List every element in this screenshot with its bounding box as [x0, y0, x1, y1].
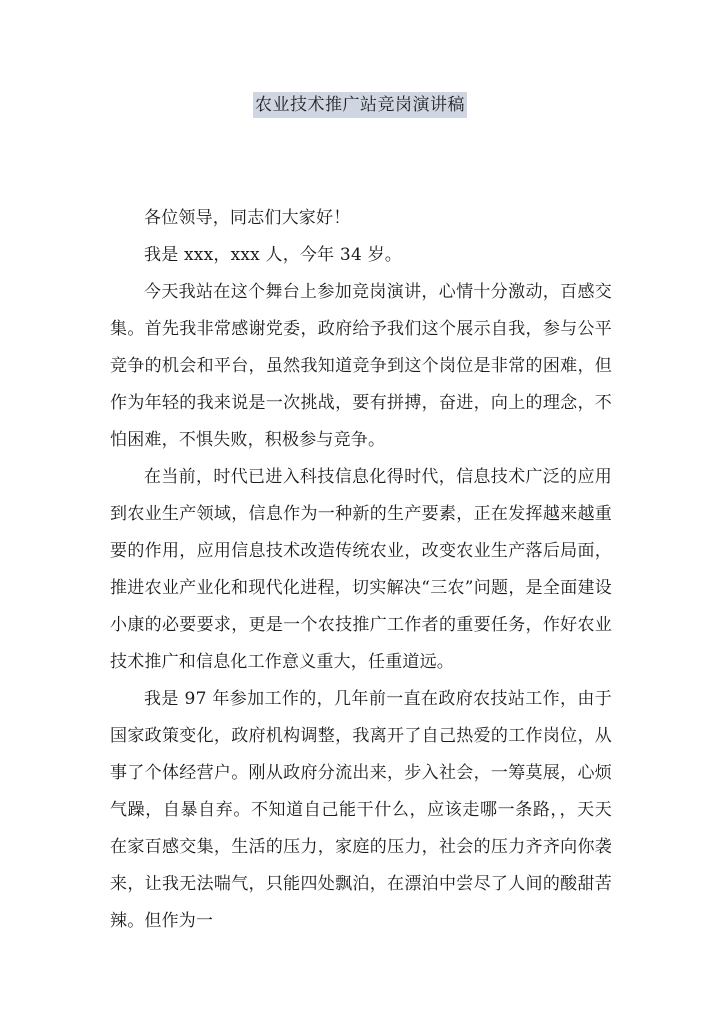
document-title: 农业技术推广站竞岗演讲稿: [253, 92, 467, 118]
paragraph-work-history: 我是 97 年参加工作的，几年前一直在政府农技站工作，由于国家政策变化，政府机构调整，我离开了自己热爱的工作岗位，从事了个体经营户。刚从政府分流出来，步入社会，一筹莫展，心烦气躁，自暴自弃。不知道自己能干什么，应该走哪一条路，，天天在家百感交集，生活的压力，家庭的压力，社会的压力齐齐向你袭来，让我无法喘气，只能四处飘泊，在漂泊中尝尽了人间的酸甜苦辣。但作为一: [110, 689, 612, 931]
paragraph-greeting: 各位领导，同志们大家好！: [144, 208, 351, 228]
paragraph-gratitude: 今天我站在这个舞台上参加竞岗演讲，心情十分激动，百感交集。首先我非常感谢党委，政府给予我们这个展示自我，参与公平竞争的机会和平台，虽然我知道竞争到这个岗位是非常的困难，但作为年轻的我来说是一次挑战，要有拼搏，奋进，向上的理念，不怕困难，不惧失败，积极参与竞争。: [110, 282, 612, 450]
paragraph-information-era: 在当前，时代已进入科技信息化得时代，信息技术广泛的应用到农业生产领域，信息作为一种新的生产要素，正在发挥越来越重要的作用，应用信息技术改造传统农业，改变农业生产落后局面，推进农业产业化和现代化进程，切实解决“三农”问题，是全面建设小康的必要要求，更是一个农技推广工作者的重要任务，作好农业技术推广和信息化工作意义重大，任重道远。: [110, 467, 612, 672]
paragraph-introduction: 我是 xxx，xxx 人，今年 34 岁。: [144, 245, 402, 265]
document-body: [110, 200, 612, 940]
title-container: [0, 92, 720, 118]
